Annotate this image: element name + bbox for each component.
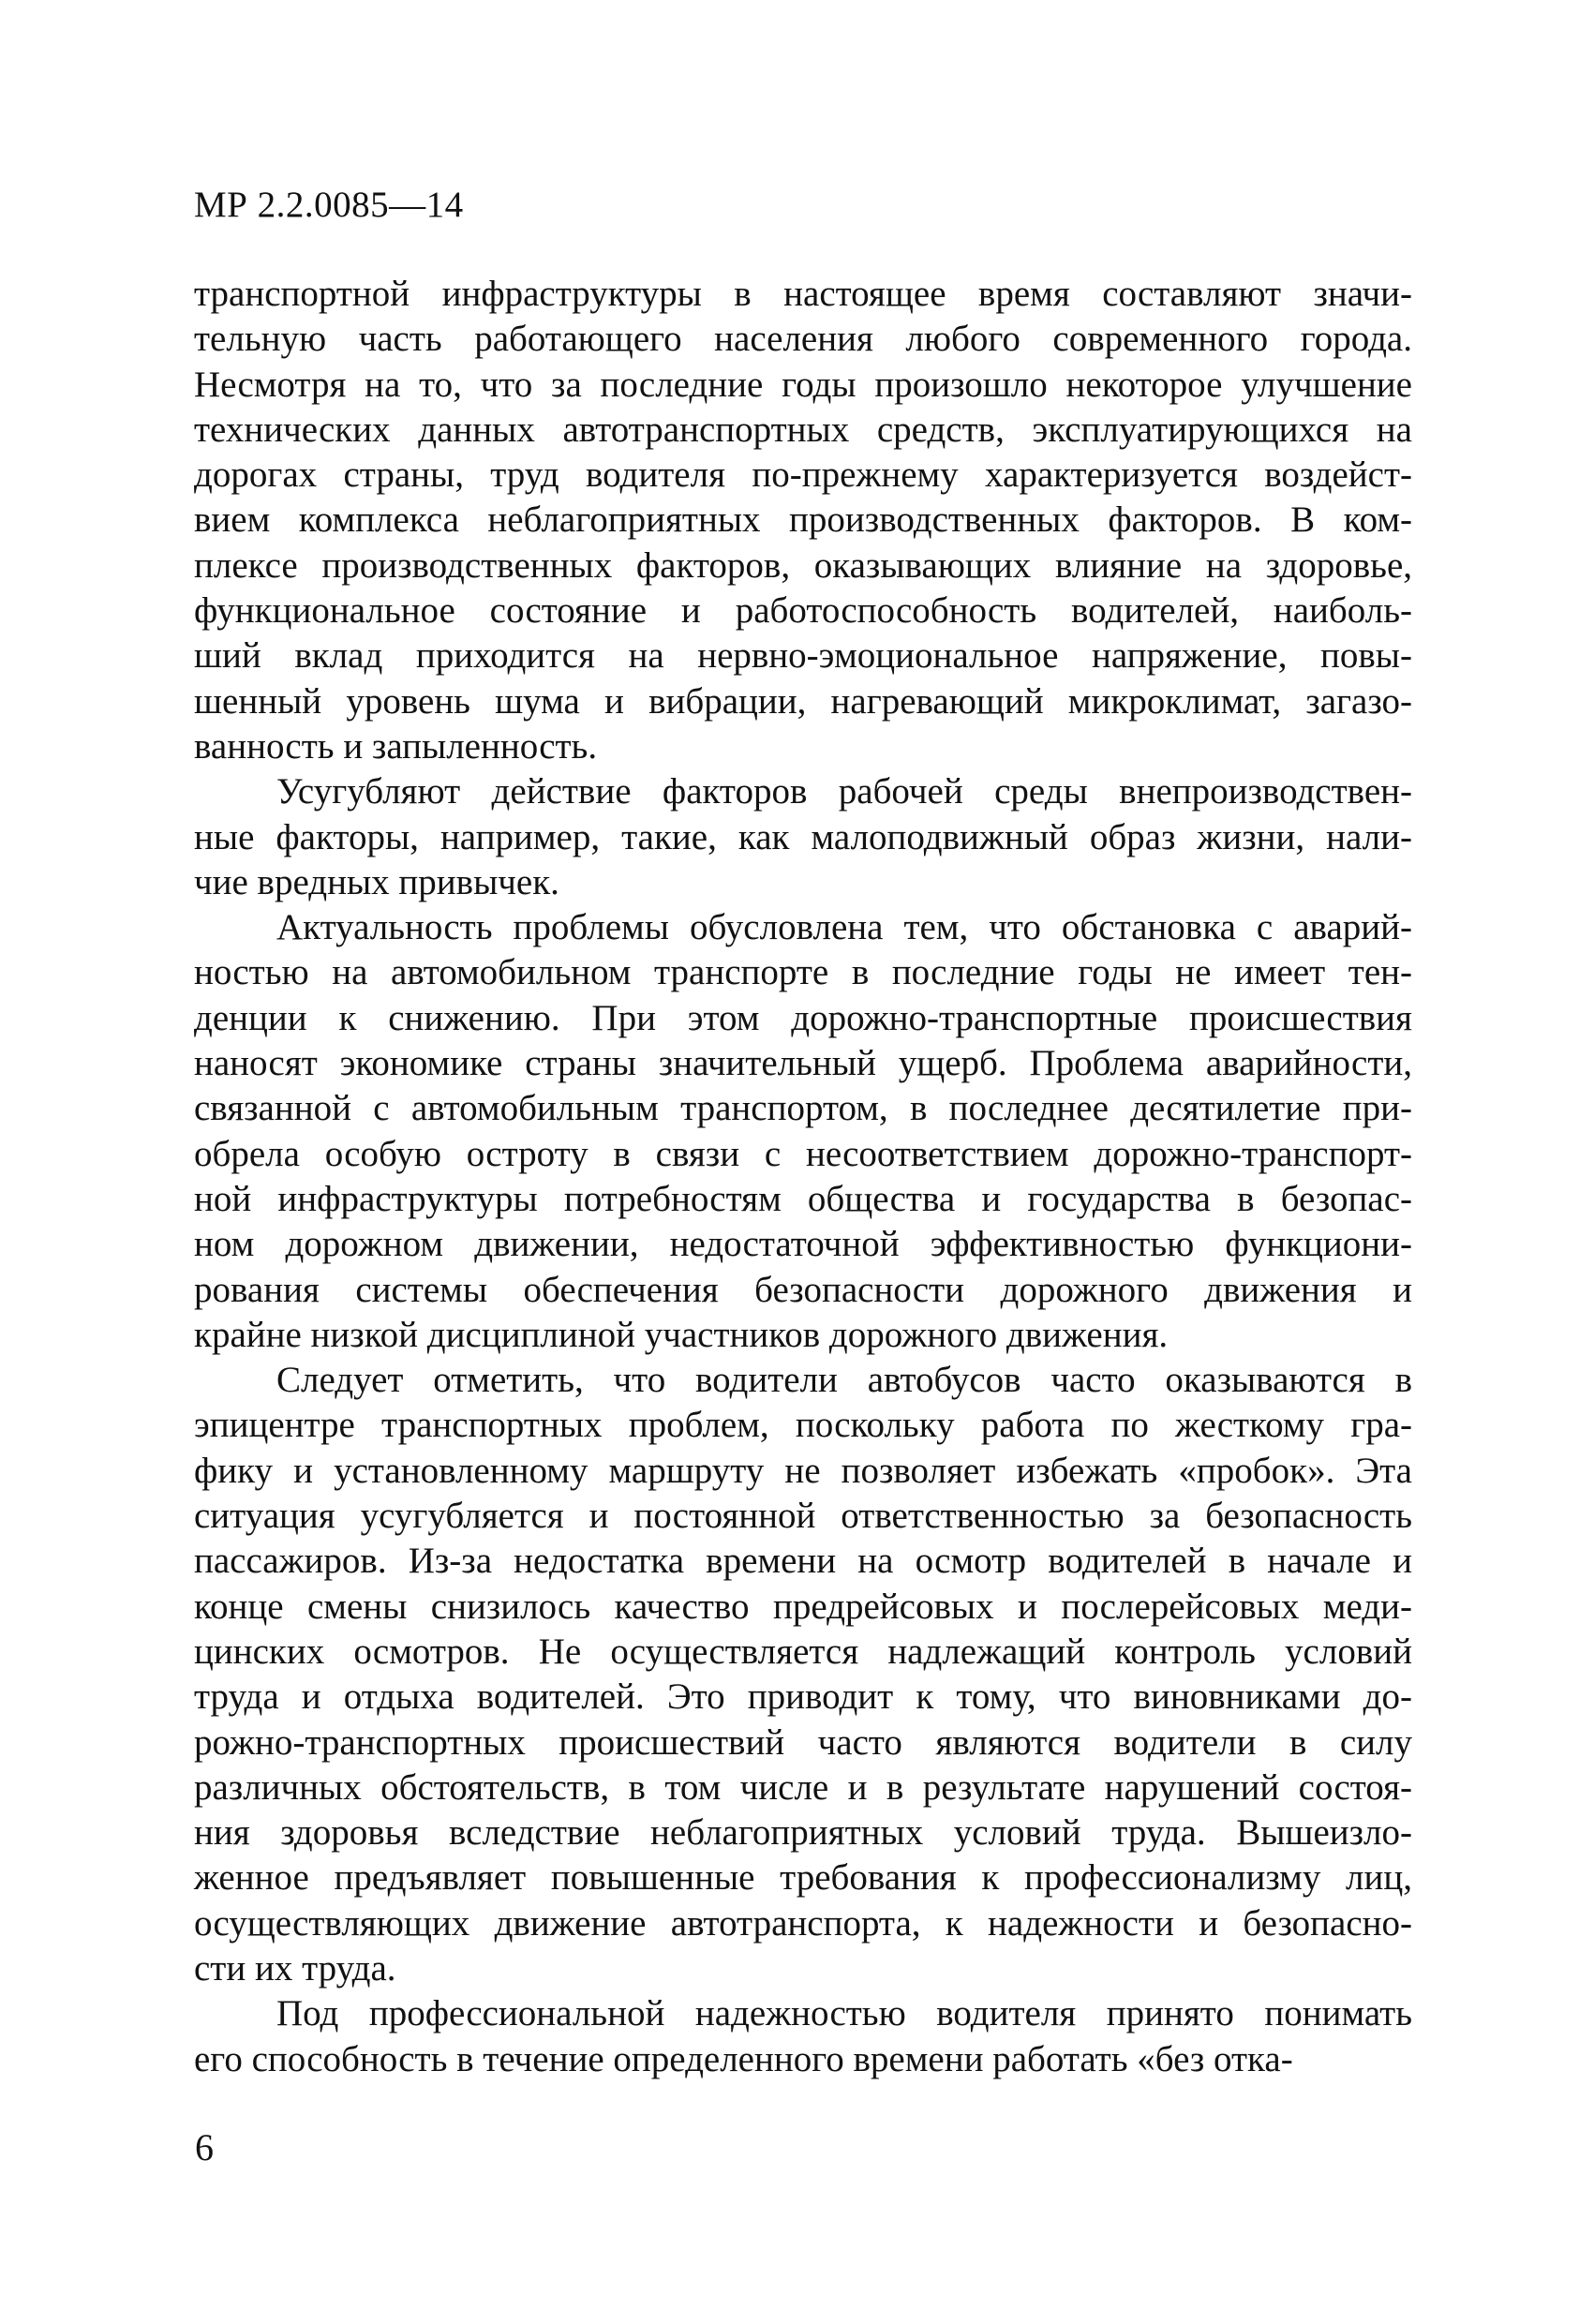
- text-line: дорогах страны, труд водителя по-прежнему характеризуется воздейст-: [194, 454, 1412, 496]
- paragraph: [194, 272, 1412, 769]
- text-line: фику и установленному маршруту не позволяет избежать «пробок». Эта: [194, 1450, 1412, 1491]
- text-line: конце смены снизилось качество предрейсовых и послерейсовых меди-: [194, 1586, 1412, 1627]
- text-line: ной инфраструктуры потребностям общества и государства в безопас-: [194, 1178, 1412, 1219]
- text-line: Следует отметить, что водители автобусов часто оказываются в: [276, 1360, 1412, 1401]
- text-line: ные факторы, например, такие, как малоподвижный образ жизни, нали-: [194, 816, 1412, 857]
- text-line: сти их труда.: [194, 1947, 396, 1989]
- text-line: ностью на автомобильном транспорте в последние годы не имеет тен-: [194, 952, 1412, 993]
- text-line: обрела особую остроту в связи с несоответствием дорожно-транспорт-: [194, 1133, 1412, 1174]
- text-line: крайне низкой дисциплиной участников дорожного движения.: [194, 1314, 1169, 1355]
- text-line: Актуальность проблемы обусловлена тем, что обстановка с аварий-: [276, 907, 1412, 948]
- text-line: Несмотря на то, что за последние годы произошло некоторое улучшение: [194, 364, 1412, 405]
- text-line: ном дорожном движении, недостаточной эффективностью функциони-: [194, 1224, 1412, 1265]
- text-line: денции к снижению. При этом дорожно-транспортные происшествия: [194, 997, 1412, 1038]
- paragraph: [194, 769, 1412, 905]
- text-line: плексе производственных факторов, оказывающих влияние на здоровье,: [194, 544, 1412, 586]
- text-line: вием комплекса неблагоприятных производственных факторов. В ком-: [194, 499, 1412, 541]
- text-line: наносят экономике страны значительный ущерб. Проблема аварийности,: [194, 1043, 1412, 1084]
- text-line: труда и отдыха водителей. Это приводит к тому, что виновниками до-: [194, 1676, 1412, 1718]
- text-line: его способность в течение определенного времени работать «без отка-: [194, 2038, 1293, 2079]
- body-text: [194, 272, 1412, 2082]
- text-line: рования системы обеспечения безопасности дорожного движения и: [194, 1269, 1412, 1310]
- text-line: рожно-транспортных происшествий часто являются водители в силу: [194, 1721, 1412, 1763]
- text-line: чие вредных привычек.: [194, 861, 559, 902]
- text-line: Усугубляют действие факторов рабочей среды внепроизводствен-: [276, 771, 1412, 812]
- text-line: технических данных автотранспортных средств, эксплуатирующихся на: [194, 409, 1412, 450]
- paragraph: [194, 905, 1412, 1358]
- text-line: ванность и запыленность.: [194, 725, 598, 767]
- page-number: 6: [195, 2126, 214, 2168]
- text-line: функциональное состояние и работоспособность водителей, наиболь-: [194, 590, 1412, 632]
- text-line: шенный уровень шума и вибрации, нагревающий микроклимат, загазо-: [194, 680, 1412, 722]
- text-line: женное предъявляет повышенные требования к профессионализму лиц,: [194, 1857, 1412, 1899]
- paragraph: [194, 1991, 1412, 2082]
- text-line: цинских осмотров. Не осуществляется надлежащий контроль условий: [194, 1631, 1412, 1672]
- text-line: тельную часть работающего населения любого современного города.: [194, 319, 1412, 360]
- paragraph: [194, 1358, 1412, 1991]
- text-line: ния здоровья вследствие неблагоприятных условий труда. Вышеизло-: [194, 1812, 1412, 1854]
- text-line: связанной с автомобильным транспортом, в последнее десятилетие при-: [194, 1088, 1412, 1129]
- text-line: осуществляющих движение автотранспорта, к надежности и безопасно-: [194, 1902, 1412, 1944]
- text-line: ситуация усугубляется и постоянной ответственностью за безопасность: [194, 1496, 1412, 1537]
- text-line: транспортной инфраструктуры в настоящее время составляют значи-: [194, 274, 1412, 314]
- text-line: пассажиров. Из-за недостатка времени на осмотр водителей в начале и: [194, 1541, 1412, 1582]
- document-code-header: МР 2.2.0085—14: [194, 185, 464, 225]
- text-line: ший вклад приходится на нервно-эмоциональное напряжение, повы-: [194, 635, 1412, 677]
- text-line: различных обстоятельств, в том числе и в результате нарушений состоя-: [194, 1766, 1412, 1808]
- text-line: Под профессиональной надежностью водителя принято понимать: [276, 1993, 1412, 2034]
- text-line: эпицентре транспортных проблем, поскольку работа по жесткому гра-: [194, 1405, 1412, 1446]
